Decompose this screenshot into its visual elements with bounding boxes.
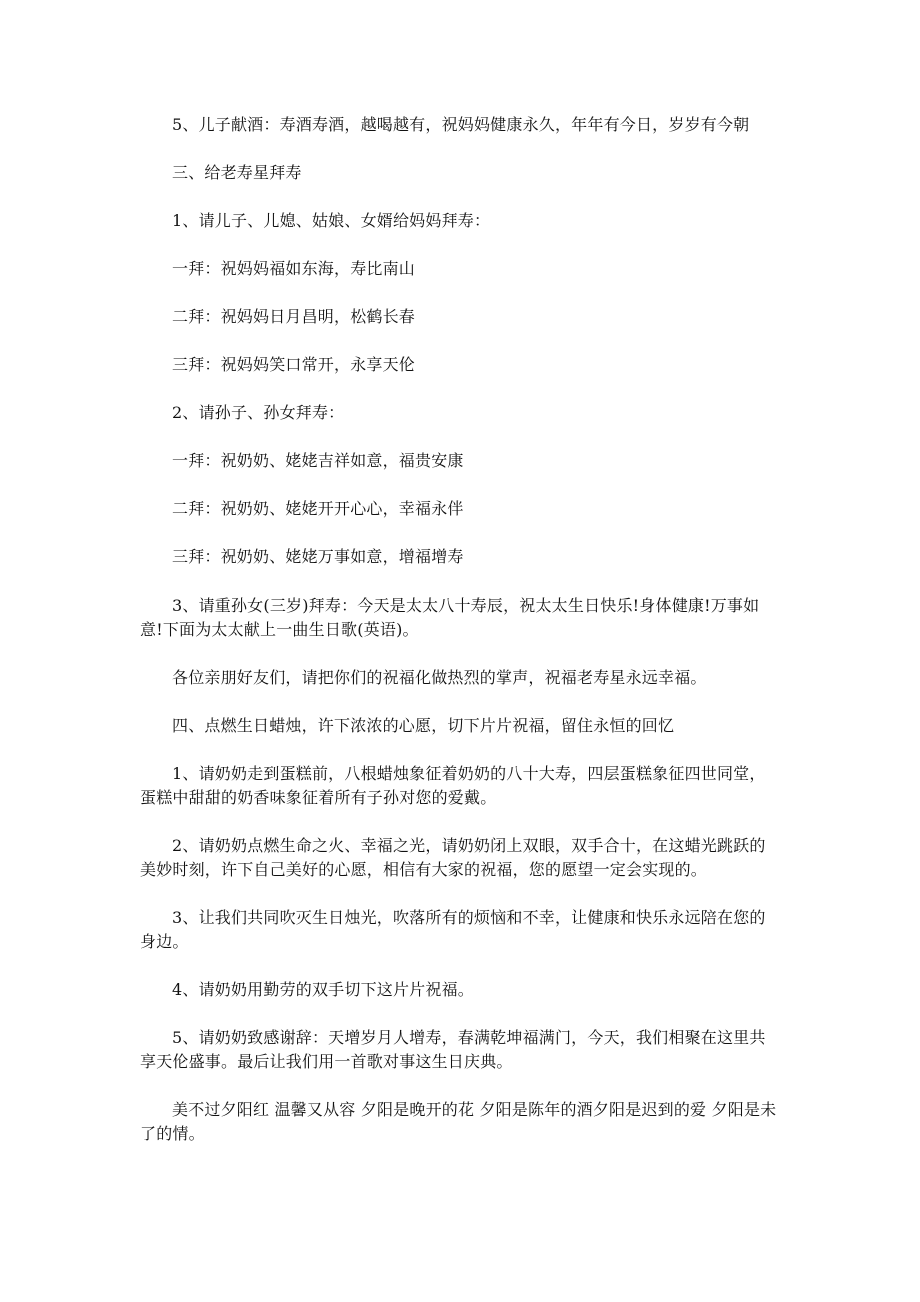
paragraph-third-bow-mother: 三拜：祝妈妈笑口常开，永享天伦 (172, 355, 416, 374)
paragraph-second-bow-mother: 二拜：祝妈妈日月昌明，松鹤长春 (172, 307, 416, 326)
paragraph-cake: 1、请奶奶走到蛋糕前，八根蜡烛象征着奶奶的八十大寿，四层蛋糕象征四世同堂，蛋糕中甜甜的奶香味象征着所有子孙对您的爱戴。 (140, 764, 766, 807)
paragraph-second-bow-grandma: 二拜：祝奶奶、姥姥开开心心，幸福永伴 (172, 499, 464, 518)
section-heading-candles: 四、点燃生日蜡烛，许下浓浓的心愿，切下片片祝福，留住永恒的回忆 (172, 716, 675, 735)
paragraph-blow-candles: 3、让我们共同吹灭生日烛光，吹落所有的烦恼和不幸，让健康和快乐永远陪在您的身边。 (140, 908, 766, 951)
section-heading-birthday-bows: 三、给老寿星拜寿 (172, 163, 302, 182)
paragraph-first-bow-mother: 一拜：祝妈妈福如东海，寿比南山 (172, 259, 416, 278)
paragraph-first-bow-grandma: 一拜：祝奶奶、姥姥吉祥如意，福贵安康 (172, 451, 464, 470)
paragraph-make-wish: 2、请奶奶点燃生命之火、幸福之光，请奶奶闭上双眼，双手合十，在这蜡光跳跃的美妙时刻，许下自己美好的心愿，相信有大家的祝福，您的愿望一定会实现的。 (140, 836, 766, 879)
paragraph-cut-cake: 4、请奶奶用勤劳的双手切下这片片祝福。 (172, 980, 474, 999)
paragraph-third-bow-grandma: 三拜：祝奶奶、姥姥万事如意，增福增寿 (172, 547, 464, 566)
paragraph-children-bow: 1、请儿子、儿媳、姑娘、女婿给妈妈拜寿： (172, 211, 491, 230)
paragraph-son-toast: 5、儿子献酒：寿酒寿酒，越喝越有，祝妈妈健康永久，年年有今日，岁岁有今朝 (172, 115, 750, 134)
paragraph-grandchildren-bow: 2、请孙子、孙女拜寿： (172, 403, 345, 422)
paragraph-great-granddaughter-bow: 3、请重孙女(三岁)拜寿：今天是太太八十寿辰，祝太太生日快乐!身体健康!万事如意!下面为太太献上一曲生日歌(英语)。 (140, 596, 760, 639)
paragraph-thank-you-speech: 5、请奶奶致感谢辞：天增岁月人增寿，春满乾坤福满门，今天，我们相聚在这里共享天伦盛事。最后让我们用一首歌对事这生日庆典。 (140, 1028, 766, 1071)
paragraph-applause: 各位亲朋好友们，请把你们的祝福化做热烈的掌声，祝福老寿星永远幸福。 (172, 668, 707, 687)
paragraph-sunset-lyrics: 美不过夕阳红 温馨又从容 夕阳是晚开的花 夕阳是陈年的酒夕阳是迟到的爱 夕阳是未了的情。 (140, 1100, 777, 1143)
